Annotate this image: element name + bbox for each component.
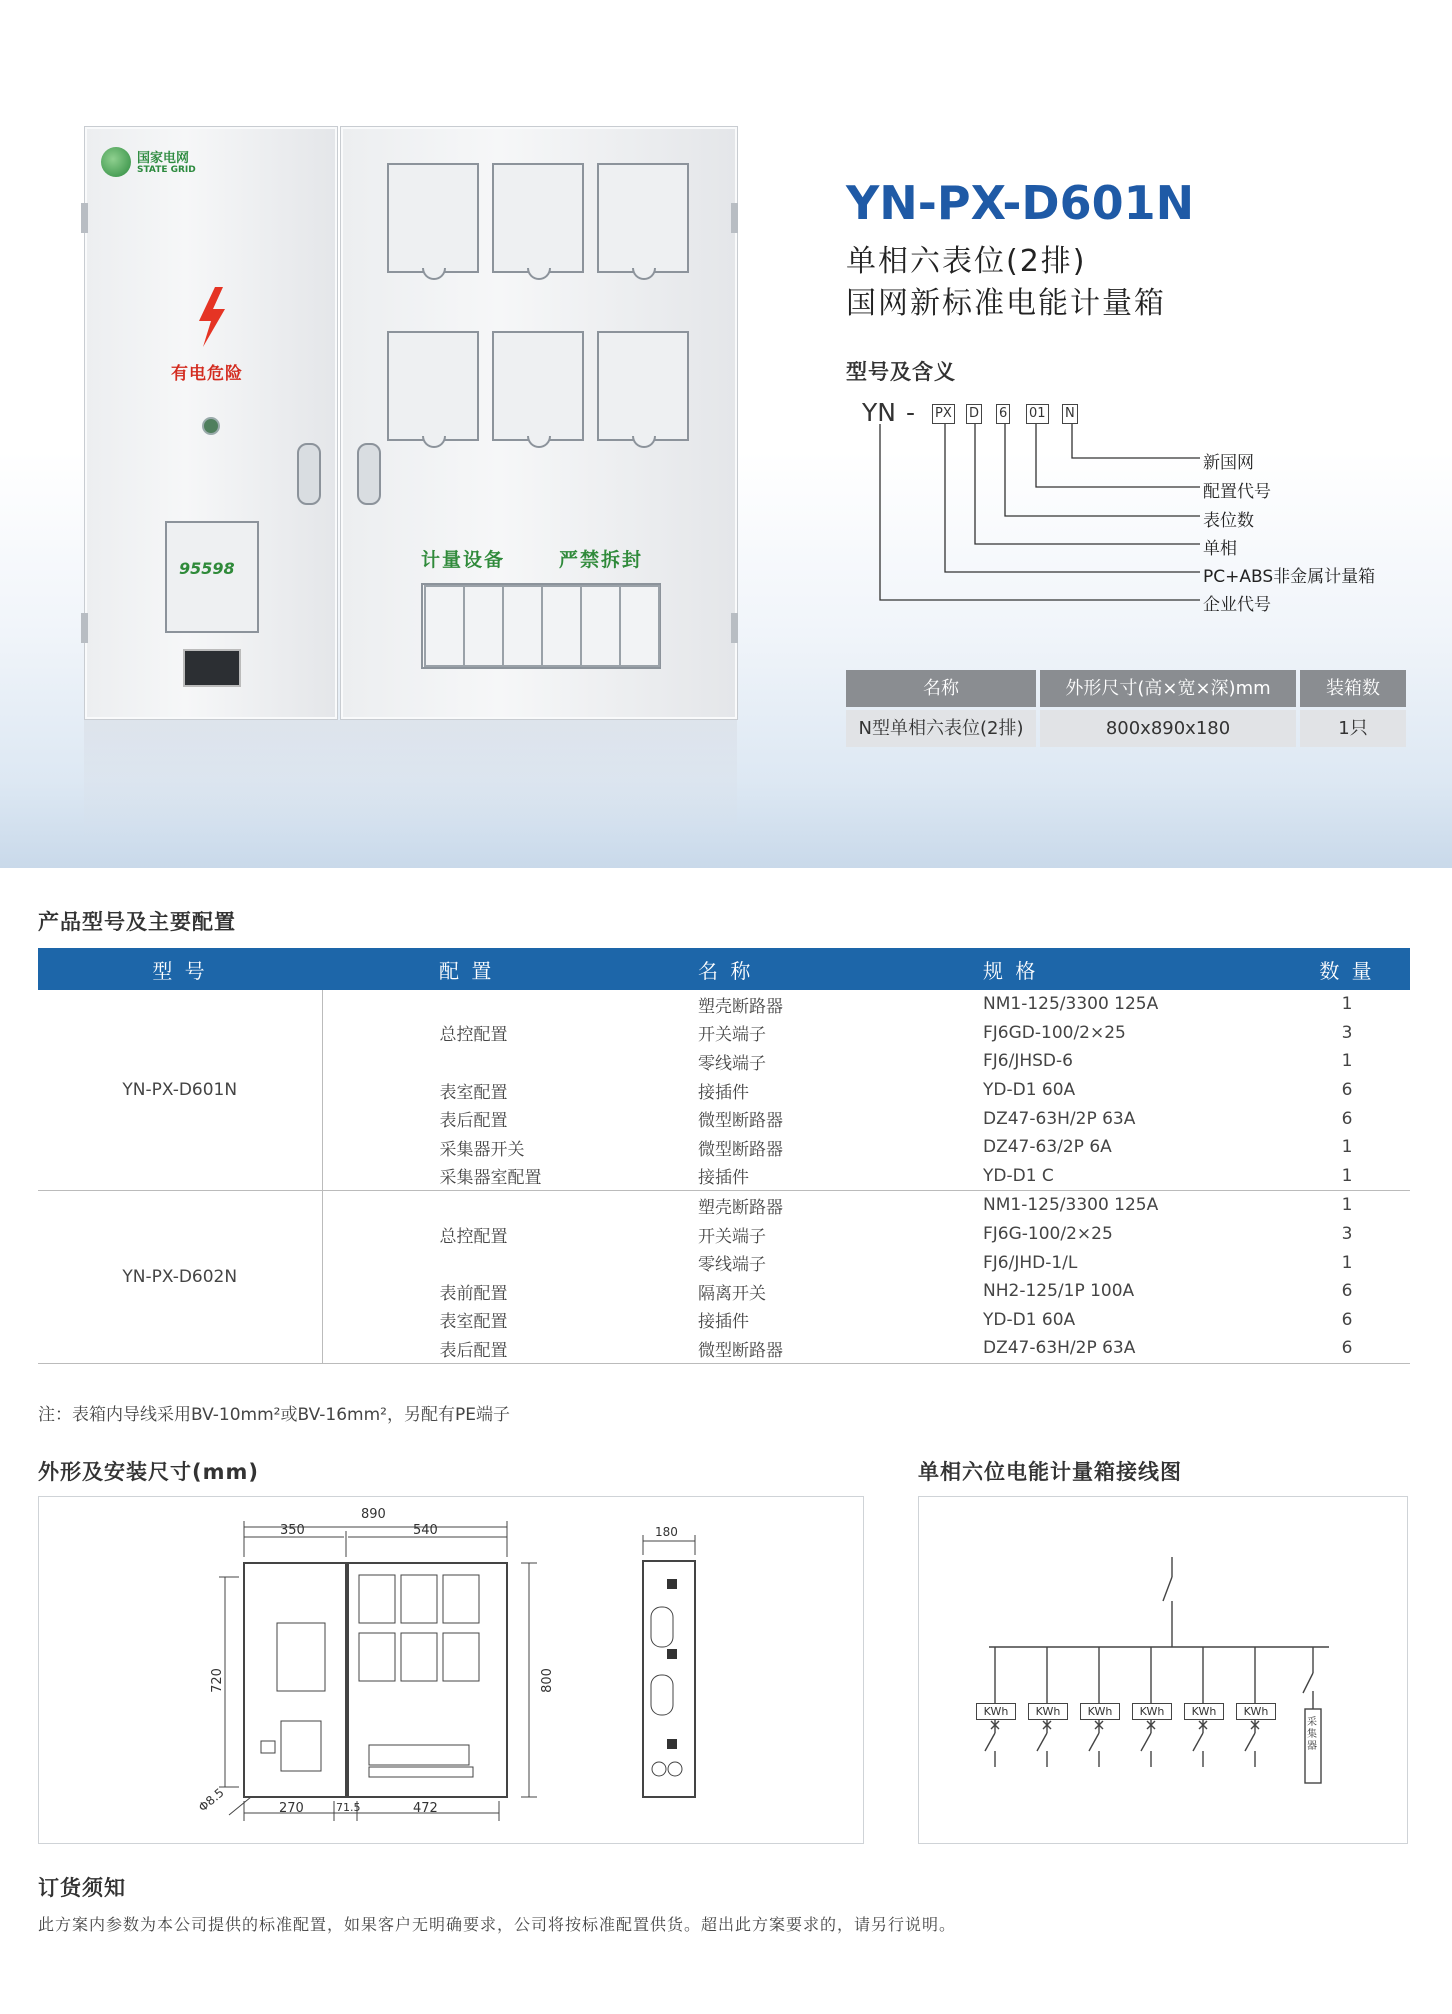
- qty-cell: 3: [1341, 1022, 1353, 1043]
- order-heading: 订货须知: [38, 1876, 126, 1900]
- product-subtitle-2: 国网新标准电能计量箱: [846, 286, 1166, 321]
- name-cell: 隔离开关: [698, 1283, 766, 1304]
- col-header: 名 称: [676, 948, 961, 990]
- kwh-meter-label: KWh: [1080, 1703, 1120, 1720]
- name-cell: 开关端子: [698, 1025, 766, 1046]
- legend-item: 表位数: [1203, 511, 1254, 531]
- qty-cell: 6: [1341, 1080, 1353, 1101]
- hotline-label: 95598: [179, 559, 235, 578]
- right-door-handle[interactable]: [357, 443, 381, 505]
- legend-item: 单相: [1203, 539, 1237, 559]
- breaker-window: [421, 583, 661, 669]
- cfg-cell: 总控配置: [439, 1226, 508, 1247]
- meter-label-a: 计量设备: [421, 549, 506, 571]
- kwh-meter-label: KWh: [1028, 1703, 1068, 1720]
- qty-cell: 3: [1341, 1224, 1353, 1245]
- product-model-title: YN-PX-D601N: [846, 176, 1195, 230]
- collector-label: 采集器: [1307, 1717, 1317, 1752]
- cabinet-right-door: [340, 126, 738, 720]
- model-meaning-leader-lines: [870, 420, 1210, 610]
- name-cell: 开关端子: [698, 1226, 766, 1247]
- cfg-cell: 表前配置: [439, 1283, 508, 1304]
- spec-cell-size: 800x890x180: [1040, 710, 1296, 747]
- dim-bottom-left: 270: [279, 1801, 304, 1816]
- qty-cell: 1: [1284, 1162, 1410, 1191]
- name-cell: 塑壳断路器: [698, 1197, 783, 1218]
- spec-cell: FJ6GD-100/2×25: [983, 1022, 1126, 1043]
- wiring-panel: [918, 1496, 1408, 1844]
- code-box: D: [966, 404, 982, 424]
- name-cell: 塑壳断路器: [698, 996, 783, 1017]
- qty-cell: 1: [1341, 1195, 1353, 1216]
- meter-branch: [1075, 1647, 1123, 1767]
- meter-branch: [1179, 1647, 1227, 1767]
- danger-label: 有电危险: [171, 364, 243, 384]
- meter-cabinet-image: [84, 126, 737, 718]
- lightning-icon: [193, 285, 229, 349]
- col-header: 配 置: [322, 948, 676, 990]
- spec-cell: FJ6G-100/2×25: [983, 1224, 1113, 1245]
- legend-item: 新国网: [1203, 453, 1254, 473]
- cfg-cell: [322, 1191, 676, 1220]
- meter-window: [597, 331, 689, 441]
- name-cell: 接插件: [698, 1312, 749, 1333]
- name-cell: 微型断路器: [698, 1111, 783, 1132]
- meter-window: [492, 331, 584, 441]
- dim-left-width: 350: [280, 1523, 305, 1538]
- left-door-handle[interactable]: [297, 443, 321, 505]
- hinge: [81, 203, 88, 233]
- cfg-cell: [322, 990, 676, 1019]
- cfg-cell: [322, 1047, 676, 1076]
- hinge: [731, 203, 738, 233]
- name-cell: 零线端子: [698, 1255, 766, 1276]
- cfg-cell: [322, 1248, 676, 1277]
- name-cell: 接插件: [698, 1082, 749, 1103]
- spec-cell: DZ47-63H/2P 63A: [961, 1334, 1284, 1363]
- kwh-meter-label: KWh: [1132, 1703, 1172, 1720]
- spec-cell: NM1-125/3300 125A: [983, 1195, 1159, 1216]
- hinge: [81, 613, 88, 643]
- meter-window: [597, 163, 689, 273]
- spec-cell: NM1-125/3300 125A: [983, 994, 1159, 1015]
- order-text: 此方案内参数为本公司提供的标准配置，如果客户无明确要求，公司将按标准配置供货。超出此方案要求的，请另行说明。: [38, 1915, 957, 1934]
- collector-window: [165, 521, 259, 633]
- config-table: [38, 948, 1410, 1364]
- cfg-cell: 采集器室配置: [322, 1162, 676, 1191]
- cabinet-reflection: [84, 720, 737, 840]
- table-row: [38, 1191, 1410, 1220]
- cabinet-left-door: [84, 126, 338, 720]
- spec-header-qty: 装箱数: [1300, 670, 1406, 707]
- dim-hole: Φ8.5: [195, 1785, 227, 1815]
- dimension-drawing: [39, 1497, 863, 1843]
- spec-cell: YD-D1 60A: [983, 1080, 1076, 1101]
- cfg-cell: 表室配置: [439, 1082, 508, 1103]
- legend-item: 配置代号: [1203, 482, 1271, 502]
- meter-branch: [1023, 1647, 1071, 1767]
- dim-bottom-right: 472: [413, 1801, 438, 1816]
- meter-branch: [1231, 1647, 1279, 1767]
- col-header: 型 号: [38, 948, 322, 990]
- meter-label-b: 严禁拆封: [559, 549, 644, 571]
- meter-window: [387, 331, 479, 441]
- cfg-cell: 表后配置: [322, 1334, 676, 1363]
- dim-right-width: 540: [413, 1523, 438, 1538]
- meter-window: [387, 163, 479, 273]
- dim-total-height: 800: [539, 1668, 555, 1693]
- qty-cell: 6: [1341, 1108, 1353, 1129]
- meter-branch: [971, 1647, 1019, 1767]
- kwh-meter-label: KWh: [1236, 1703, 1276, 1720]
- name-cell: 微型断路器: [698, 1139, 783, 1160]
- qty-cell: 6: [1341, 1309, 1353, 1330]
- state-grid-logo-icon: [101, 147, 131, 177]
- qty-cell: 1: [1341, 1252, 1353, 1273]
- kwh-meter-label: KWh: [1184, 1703, 1224, 1720]
- model-cell: YN-PX-D602N: [38, 1191, 322, 1364]
- indicator-light-icon: [202, 417, 220, 435]
- cfg-cell: 表后配置: [439, 1111, 508, 1132]
- dimensions-heading: 外形及安装尺寸(mm): [38, 1460, 259, 1484]
- cfg-cell: 总控配置: [439, 1025, 508, 1046]
- legend-item: 企业代号: [1203, 595, 1271, 615]
- hinge: [731, 613, 738, 643]
- spec-cell: NH2-125/1P 100A: [983, 1281, 1135, 1302]
- wiring-note: 注：表箱内导线采用BV-10mm²或BV-16mm²，另配有PE端子: [38, 1405, 510, 1425]
- spec-cell: YD-D1 60A: [983, 1309, 1076, 1330]
- legend-item: PC+ABS非金属计量箱: [1203, 567, 1376, 587]
- spec-cell-qty: 1只: [1300, 710, 1406, 747]
- qty-cell: 6: [1341, 1281, 1353, 1302]
- qty-cell: 1: [1341, 1051, 1353, 1072]
- product-subtitle-1: 单相六表位(2排): [846, 244, 1087, 279]
- code-box: PX: [932, 404, 955, 424]
- model-dash: -: [906, 398, 916, 427]
- nameplate: [183, 649, 241, 687]
- kwh-meter-label: KWh: [976, 1703, 1016, 1720]
- code-box: 6: [996, 404, 1010, 424]
- col-header: 规 格: [961, 948, 1284, 990]
- dim-total-width: 890: [361, 1507, 386, 1522]
- config-heading: 产品型号及主要配置: [38, 910, 236, 934]
- brand-cn: 国家电网: [137, 151, 190, 166]
- spec-cell-name: N型单相六表位(2排): [846, 710, 1036, 747]
- spec-header-size: 外形尺寸(高×宽×深)mm: [1040, 670, 1296, 707]
- name-cell: 微型断路器: [676, 1334, 961, 1363]
- wiring-heading: 单相六位电能计量箱接线图: [918, 1460, 1182, 1484]
- spec-cell: YD-D1 C: [961, 1162, 1284, 1191]
- meter-window: [492, 163, 584, 273]
- brand-en: STATE GRID: [137, 165, 196, 175]
- qty-cell: 1: [1341, 994, 1353, 1015]
- spec-cell: DZ47-63/2P 6A: [983, 1137, 1112, 1158]
- dimensions-panel: [38, 1496, 864, 1844]
- table-row: [38, 990, 1410, 1019]
- code-box: 01: [1026, 404, 1049, 424]
- model-prefix: YN: [862, 398, 896, 427]
- meter-branch: [1127, 1647, 1175, 1767]
- code-box: N: [1062, 404, 1078, 424]
- col-header: 数 量: [1284, 948, 1410, 990]
- dim-bottom-gap: 71.5: [336, 1801, 361, 1814]
- spec-cell: FJ6/JHSD-6: [983, 1051, 1073, 1072]
- model-cell: YN-PX-D601N: [38, 990, 322, 1191]
- spec-header-name: 名称: [846, 670, 1036, 707]
- spec-cell: DZ47-63H/2P 63A: [983, 1108, 1136, 1129]
- qty-cell: 1: [1341, 1137, 1353, 1158]
- dim-left-height: 720: [209, 1668, 225, 1693]
- dim-depth: 180: [655, 1525, 678, 1539]
- model-meaning-heading: 型号及含义: [846, 360, 956, 384]
- qty-cell: 6: [1284, 1334, 1410, 1363]
- name-cell: 接插件: [676, 1162, 961, 1191]
- cfg-cell: 表室配置: [439, 1312, 508, 1333]
- cfg-cell: 采集器开关: [439, 1139, 525, 1160]
- name-cell: 零线端子: [698, 1053, 766, 1074]
- spec-cell: FJ6/JHD-1/L: [983, 1252, 1078, 1273]
